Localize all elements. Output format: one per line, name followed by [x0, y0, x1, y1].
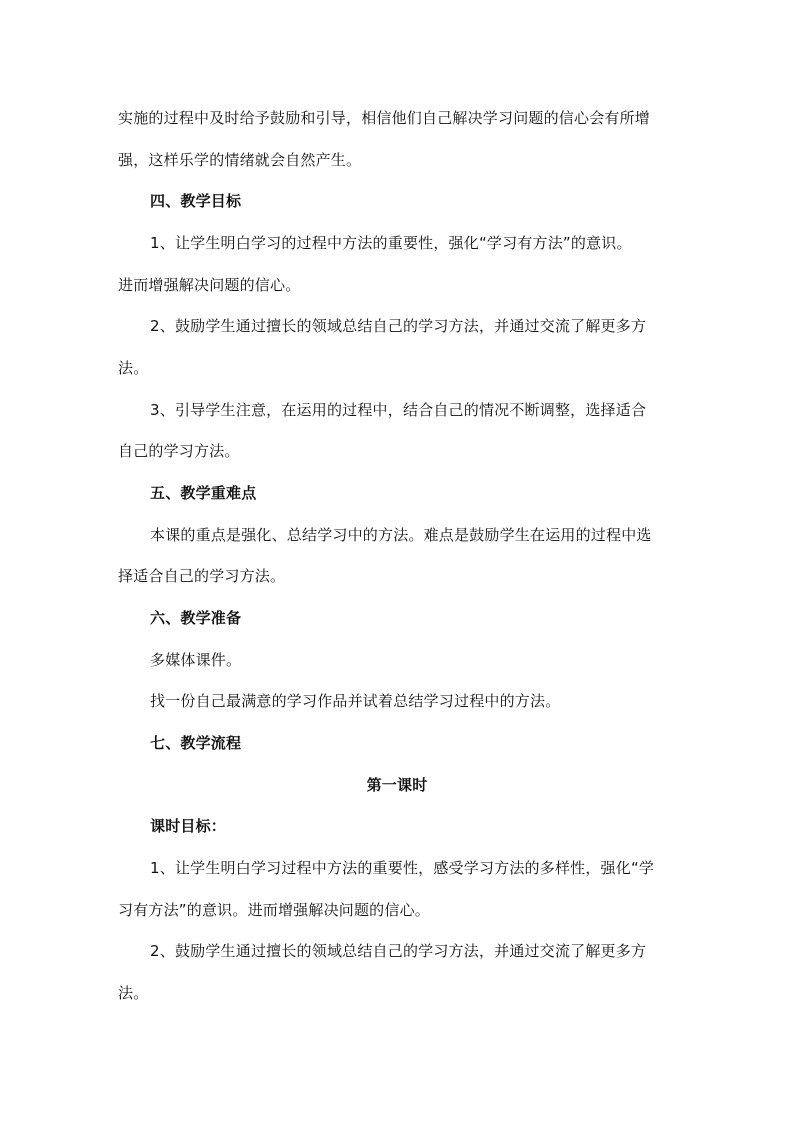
- paragraph-line: 多媒体课件。: [150, 651, 242, 669]
- paragraph-line: 本课的重点是强化、总结学习中的方法。难点是鼓励学生在运用的过程中选: [150, 526, 652, 544]
- section-heading-objectives: 四、教学目标: [150, 192, 242, 210]
- paragraph-line: 法。: [118, 984, 149, 1002]
- section-heading-process: 七、教学流程: [150, 734, 242, 752]
- paragraph-line: 强，这样乐学的情绪就会自然产生。: [118, 151, 362, 169]
- paragraph-line: 3、引导学生注意，在运用的过程中，结合自己的情况不断调整，选择适合: [150, 401, 647, 419]
- paragraph-line: 找一份自己最满意的学习作品并试着总结学习过程中的方法。: [150, 692, 561, 710]
- section-heading-preparation: 六、教学准备: [150, 609, 242, 627]
- paragraph-line: 2、鼓励学生通过擅长的领域总结自己的学习方法，并通过交流了解更多方: [150, 942, 647, 960]
- paragraph-line: 法。: [118, 359, 149, 377]
- paragraph-line: 1、让学生明白学习的过程中方法的重要性，强化“学习有方法”的意识。: [150, 234, 632, 252]
- lesson-objectives-label: 课时目标：: [150, 817, 227, 835]
- paragraph-line: 实施的过程中及时给予鼓励和引导，相信他们自己解决学习问题的信心会有所增: [118, 109, 651, 127]
- paragraph-line: 2、鼓励学生通过擅长的领域总结自己的学习方法，并通过交流了解更多方: [150, 317, 647, 335]
- paragraph-line: 自己的学习方法。: [118, 442, 240, 460]
- section-heading-key-points: 五、教学重难点: [150, 484, 257, 502]
- paragraph-line: 进而增强解决问题的信心。: [118, 276, 301, 294]
- paragraph-line: 习有方法”的意识。进而增强解决问题的信心。: [118, 901, 430, 919]
- paragraph-line: 1、让学生明白学习过程中方法的重要性，感受学习方法的多样性，强化“学: [150, 859, 655, 877]
- lesson-title: 第一课时: [366, 776, 428, 794]
- paragraph-line: 择适合自己的学习方法。: [118, 567, 286, 585]
